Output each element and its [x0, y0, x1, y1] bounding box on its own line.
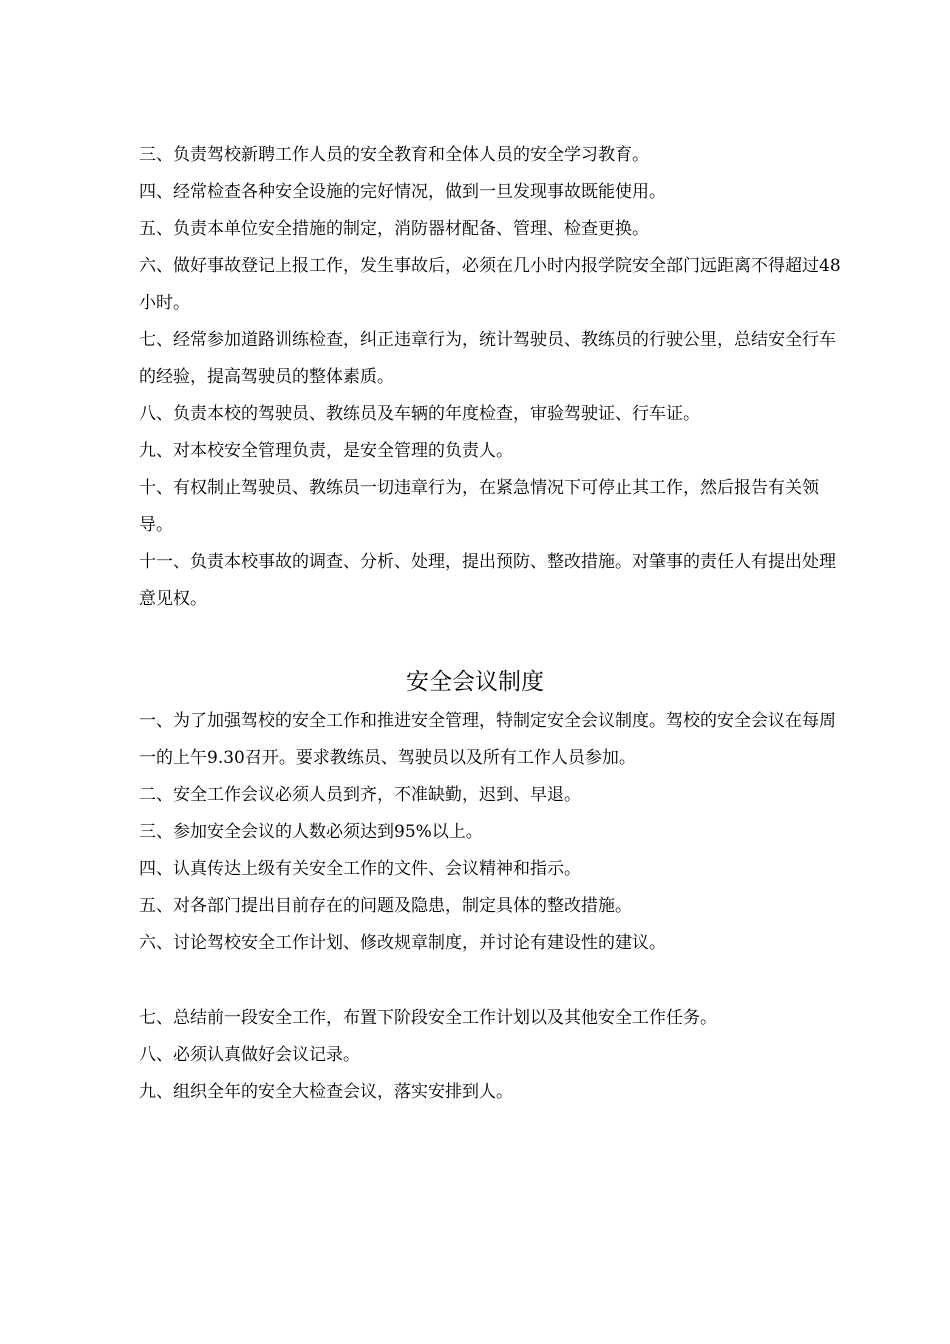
list-item: 三、参加安全会议的人数必须达到95%以上。 — [139, 822, 483, 842]
list-item: 八、必须认真做好会议记录。 — [139, 1045, 360, 1065]
list-item: 七、总结前一段安全工作，布置下阶段安全工作计划以及其他安全工作任务。 — [139, 1008, 717, 1028]
list-item: 四、经常检查各种安全设施的完好情况，做到一旦发现事故既能使用。 — [139, 182, 666, 202]
meeting-rules-list-continued — [139, 1000, 851, 1111]
list-item: 二、安全工作会议必须人员到齐，不准缺勤，迟到、早退。 — [139, 785, 581, 805]
list-item: 三、负责驾校新聘工作人员的安全教育和全体人员的安全学习教育。 — [139, 145, 649, 165]
list-item: 十一、负责本校事故的调查、分析、处理，提出预防、整改措施。对肇事的责任人有提出处理意见权。 — [139, 552, 836, 609]
list-item: 七、经常参加道路训练检查，纠正违章行为，统计驾驶员、教练员的行驶公里，总结安全行车的经验，提高驾驶员的整体素质。 — [139, 330, 836, 387]
list-item: 八、负责本校的驾驶员、教练员及车辆的年度检查，审验驾驶证、行车证。 — [139, 404, 700, 424]
list-item: 一、为了加强驾校的安全工作和推进安全管理，特制定安全会议制度。驾校的安全会议在每周一的上午9.30召开。要求教练员、驾驶员以及所有工作人员参加。 — [139, 711, 836, 768]
list-item: 四、认真传达上级有关安全工作的文件、会议精神和指示。 — [139, 859, 581, 879]
responsibility-list — [139, 137, 851, 618]
list-item: 五、负责本单位安全措施的制定，消防器材配备、管理、检查更换。 — [139, 219, 649, 239]
list-item: 六、讨论驾校安全工作计划、修改规章制度，并讨论有建设性的建议。 — [139, 933, 666, 953]
meeting-rules-list — [139, 703, 851, 962]
list-item: 九、组织全年的安全大检查会议，落实安排到人。 — [139, 1082, 513, 1102]
list-item: 六、做好事故登记上报工作，发生事故后，必须在几小时内报学院安全部门远距离不得超过48小时。 — [139, 256, 841, 313]
section-title: 安全会议制度 — [406, 669, 544, 695]
list-item: 五、对各部门提出目前存在的问题及隐患，制定具体的整改措施。 — [139, 896, 632, 916]
list-item: 九、对本校安全管理负责，是安全管理的负责人。 — [139, 441, 513, 461]
list-item: 十、有权制止驾驶员、教练员一切违章行为，在紧急情况下可停止其工作，然后报告有关领导。 — [139, 478, 819, 535]
